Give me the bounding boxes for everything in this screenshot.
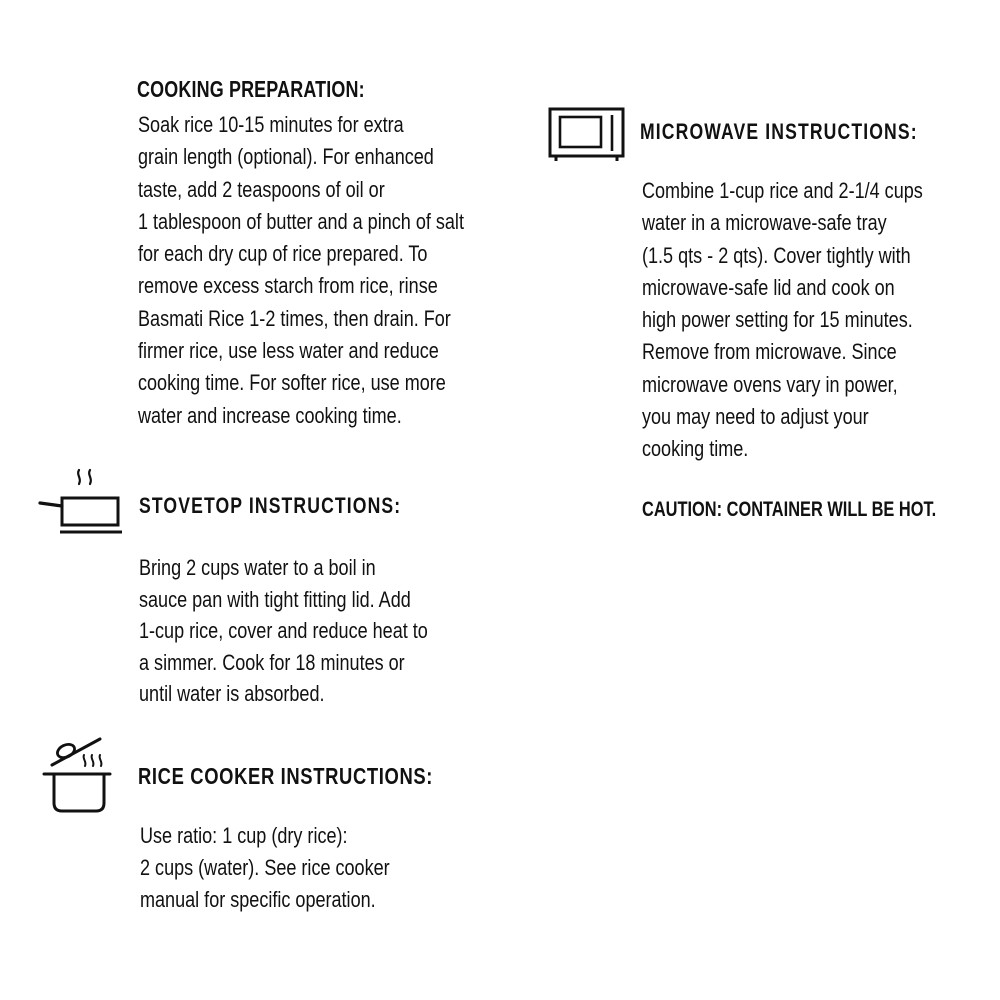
rice-cooker-text — [140, 820, 390, 916]
text-line: Use ratio: 1 cup (dry rice): — [140, 823, 348, 848]
text-line: high power setting for 15 minutes. — [642, 307, 913, 333]
text-line: cooking time. For softer rice, use more — [138, 370, 446, 396]
stovetop-heading: STOVETOP INSTRUCTIONS: — [139, 493, 402, 518]
text-line: 2 cups (water). See rice cooker — [140, 855, 390, 880]
text-line: cooking time. — [642, 436, 749, 462]
text-line: taste, add 2 teaspoons of oil or — [138, 176, 385, 202]
text-line: firmer rice, use less water and reduce — [138, 338, 439, 364]
stovetop-text — [139, 552, 428, 710]
microwave-icon — [548, 107, 626, 163]
text-line: for each dry cup of rice prepared. To — [138, 241, 428, 267]
text-line: Bring 2 cups water to a boil in — [139, 555, 376, 580]
text-line: manual for specific operation. — [140, 887, 376, 912]
cooking-preparation-text — [138, 109, 464, 432]
microwave-heading: MICROWAVE INSTRUCTIONS: — [640, 119, 918, 144]
microwave-text — [642, 175, 923, 466]
text-line: a simmer. Cook for 18 minutes or — [139, 649, 405, 675]
text-line: remove excess starch from rice, rinse — [138, 273, 438, 299]
text-line: 1-cup rice, cover and reduce heat to — [139, 618, 428, 643]
rice-cooker-icon — [40, 733, 120, 815]
text-line: you may need to adjust your — [642, 404, 869, 430]
text-line: Soak rice 10-15 minutes for extra — [138, 112, 404, 137]
text-line: Combine 1-cup rice and 2-1/4 cups — [642, 178, 923, 203]
text-line: grain length (optional). For enhanced — [138, 144, 434, 170]
text-line: Basmati Rice 1-2 times, then drain. For — [138, 305, 451, 331]
text-line: water and increase cooking time. — [138, 402, 402, 428]
cooking-preparation-heading: COOKING PREPARATION: — [137, 76, 365, 102]
text-line: microwave ovens vary in power, — [642, 371, 898, 397]
text-line: water in a microwave-safe tray — [642, 210, 887, 236]
text-line: microwave-safe lid and cook on — [642, 274, 895, 300]
saucepan-icon — [36, 468, 126, 538]
caution-note: CAUTION: CONTAINER WILL BE HOT. — [642, 498, 937, 521]
text-line: until water is absorbed. — [139, 681, 325, 706]
text-line: Remove from microwave. Since — [642, 339, 897, 365]
rice-cooker-heading: RICE COOKER INSTRUCTIONS: — [138, 763, 434, 789]
text-line: (1.5 qts - 2 qts). Cover tightly with — [642, 242, 911, 268]
text-line: 1 tablespoon of butter and a pinch of salt — [138, 208, 464, 234]
text-line: sauce pan with tight fitting lid. Add — [139, 586, 411, 612]
